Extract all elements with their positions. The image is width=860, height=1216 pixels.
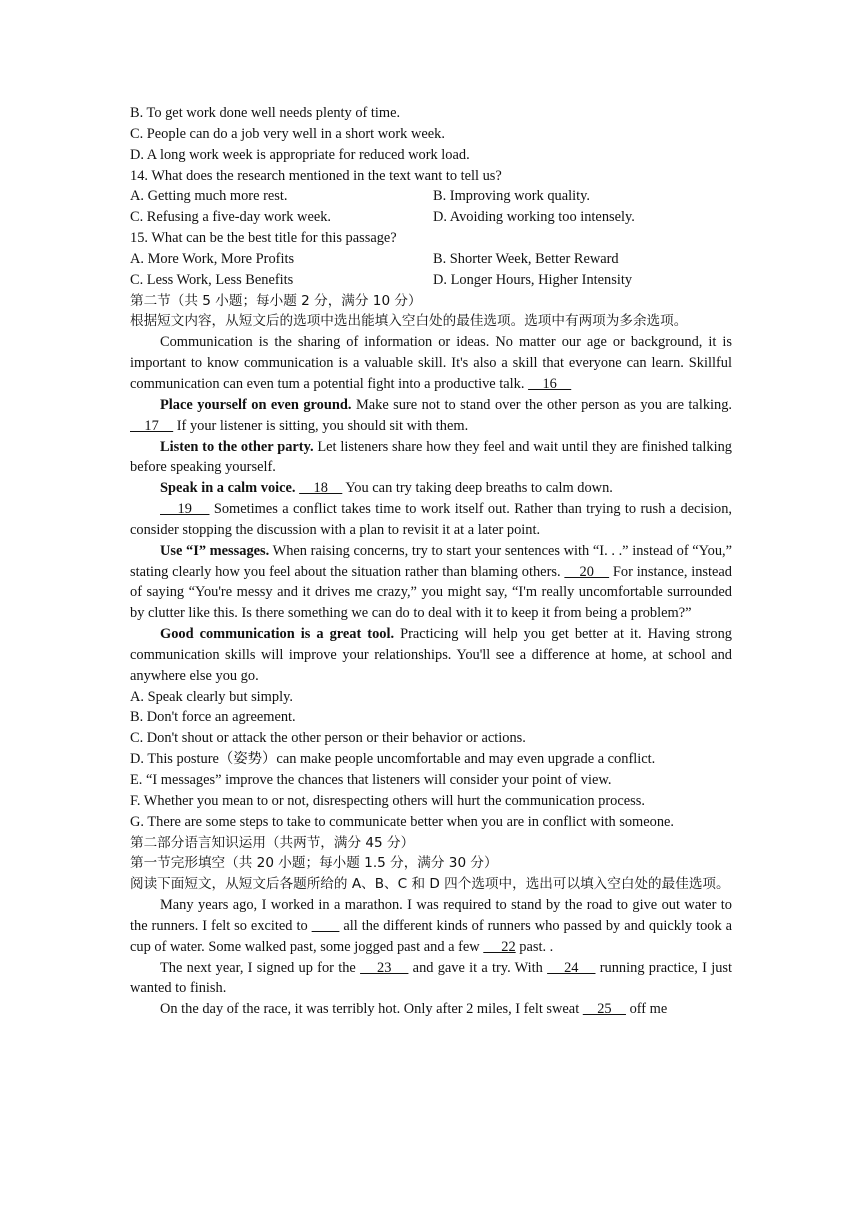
paragraph-7-text: Practicing will help you get better at it. Having strong communication skills will improve your relationships. You'll see a difference at home, at school and anywhere else you go. xyxy=(130,626,732,684)
option-c: C. Don't shout or attack the other person or their behavior or actions. xyxy=(130,730,526,747)
passage-paragraph-1 xyxy=(130,332,732,395)
paragraph-6-text-a: When raising concerns, try to start your sentences with “I. . .” instead of “You,” stating clearly how you feel about the situation rather than blaming others. xyxy=(130,542,732,580)
cloze-p3-text-b: off me xyxy=(625,1001,668,1018)
cloze-p1-text-b: all the different kinds of runners who passed by and quickly took a cup of water. Some walked past, some jogged past and a few xyxy=(130,917,733,955)
exam-page xyxy=(130,103,732,1020)
paragraph-4-heading: Speak in a calm voice. xyxy=(160,480,296,497)
cloze-paragraph-2 xyxy=(130,958,732,1000)
paragraph-2-text-b: If your listener is sitting, you should sit with them. xyxy=(173,417,469,434)
passage-paragraph-3 xyxy=(130,437,732,479)
blank-19: 19 xyxy=(160,501,210,518)
part2-instructions: 阅读下面短文，从短文后各题所给的 A、B、C 和 D 四个选项中，选出可以填入空白处的最佳选项。 xyxy=(130,876,730,893)
paragraph-7-heading: Good communication is a great tool. xyxy=(160,626,395,643)
q14-stem: 14. What does the research mentioned in the text want to tell us? xyxy=(130,167,502,184)
section2-heading: 第二节（共 5 小题；每小题 2 分，满分 10 分） xyxy=(130,292,422,309)
q15-options-row-2 xyxy=(130,270,732,291)
q15-option-c: C. Less Work, Less Benefits xyxy=(130,271,294,288)
part2-subheading: 第一节完形填空（共 20 小题；每小题 1.5 分，满分 30 分） xyxy=(130,855,498,872)
paragraph-3-text: Let listeners share how they feel and wait until they are finished talking before speaking yourself. xyxy=(130,438,732,476)
blank-25: 25 xyxy=(582,1001,626,1018)
paragraph-6-text-b: For instance, instead of saying “You're messy and it drives me crazy,” you might say, “I'm really uncomfortable surrounded by clutter like this. Is there something we can do to deal with it to keep it from being a problem?” xyxy=(130,563,732,622)
paragraph-1-text: Communication is the sharing of information or ideas. No matter our age or background, it is important to know communication is a valuable skill. It's also a skill that everyone can learn. Skillful communication can even tum a potential fight into a productive talk. xyxy=(130,334,732,392)
paragraph-6-heading: Use “I” messages. xyxy=(160,542,270,559)
cloze-p1-text-a: Many years ago, I worked in a marathon. I was required to stand by the road to give out water to the runners. I felt so excited to xyxy=(130,897,732,934)
blank-22: 22 xyxy=(483,938,516,955)
cloze-p1-text-c: past. . xyxy=(515,938,554,955)
paragraph-4-text: You can try taking deep breaths to calm down. xyxy=(342,480,613,497)
option-a: A. Speak clearly but simply. xyxy=(130,688,293,705)
blank-18: 18 xyxy=(299,480,343,497)
option-e: E. “I messages” improve the chances that listeners will consider your point of view. xyxy=(130,772,612,788)
option-d: D. This posture（姿势）can make people uncomfortable and may even upgrade a conflict. xyxy=(130,751,656,768)
passage-paragraph-2 xyxy=(130,395,732,437)
cloze-paragraph-1 xyxy=(130,895,732,958)
part2-heading: 第二部分语言知识运用（共两节，满分 45 分） xyxy=(130,834,415,851)
q15-option-d: D. Longer Hours, Higher Intensity xyxy=(433,271,633,288)
q14-option-b: B. Improving work quality. xyxy=(433,188,590,205)
q13-option-b: B. To get work done well needs plenty of time. xyxy=(130,105,401,121)
q14-option-c: C. Refusing a five-day work week. xyxy=(130,209,332,226)
q14-options-row-1 xyxy=(130,186,732,207)
blank-23: 23 xyxy=(360,959,409,976)
blank-24: 24 xyxy=(547,959,596,976)
cloze-p2-text-b: and gave it a try. With xyxy=(408,959,548,976)
passage-paragraph-5 xyxy=(130,499,732,541)
cloze-p2-text-c: running practice, I just wanted to finish. xyxy=(130,959,732,997)
q15-option-b: B. Shorter Week, Better Reward xyxy=(433,250,619,267)
blank-17: 17 xyxy=(130,417,174,434)
paragraph-2-heading: Place yourself on even ground. xyxy=(160,396,352,413)
passage-paragraph-6 xyxy=(130,541,732,624)
paragraph-3-heading: Listen to the other party. xyxy=(160,438,314,455)
option-g: G. There are some steps to take to communicate better when you are in conflict with someone. xyxy=(130,813,675,830)
option-f: F. Whether you mean to or not, disrespecting others will hurt the communication process. xyxy=(130,792,645,809)
q14-options-row-2 xyxy=(130,207,732,228)
q13-option-d: D. A long work week is appropriate for reduced work load. xyxy=(130,146,470,163)
q15-stem: 15. What can be the best title for this passage? xyxy=(130,230,397,247)
blank-21 xyxy=(312,918,340,934)
paragraph-2-text-a: Make sure not to stand over the other person as you are talking. xyxy=(351,396,732,413)
q15-option-a: A. More Work, More Profits xyxy=(130,250,295,267)
cloze-p2-text-a: The next year, I signed up for the xyxy=(160,959,361,976)
q14-option-d: D. Avoiding working too intensely. xyxy=(433,209,635,226)
q13-option-c: C. People can do a job very well in a short work week. xyxy=(130,125,445,142)
cloze-p3-text-a: On the day of the race, it was terribly hot. Only after 2 miles, I felt sweat xyxy=(160,1001,583,1018)
cloze-paragraph-3 xyxy=(130,999,732,1020)
q15-options-row-1 xyxy=(130,249,732,270)
q14-option-a: A. Getting much more rest. xyxy=(130,188,288,205)
section2-instructions: 根据短文内容，从短文后的选项中选出能填入空白处的最佳选项。选项中有两项为多余选项。 xyxy=(130,313,688,330)
paragraph-5-text: Sometimes a conflict takes time to work itself out. Rather than trying to rush a decision, consider stopping the discussion with a plan to revisit it at a later point. xyxy=(130,501,733,538)
option-b: B. Don't force an agreement. xyxy=(130,709,296,726)
passage-paragraph-4 xyxy=(130,478,732,499)
passage-paragraph-7 xyxy=(130,624,732,687)
blank-16: 16 xyxy=(528,375,572,392)
blank-20: 20 xyxy=(564,563,610,580)
